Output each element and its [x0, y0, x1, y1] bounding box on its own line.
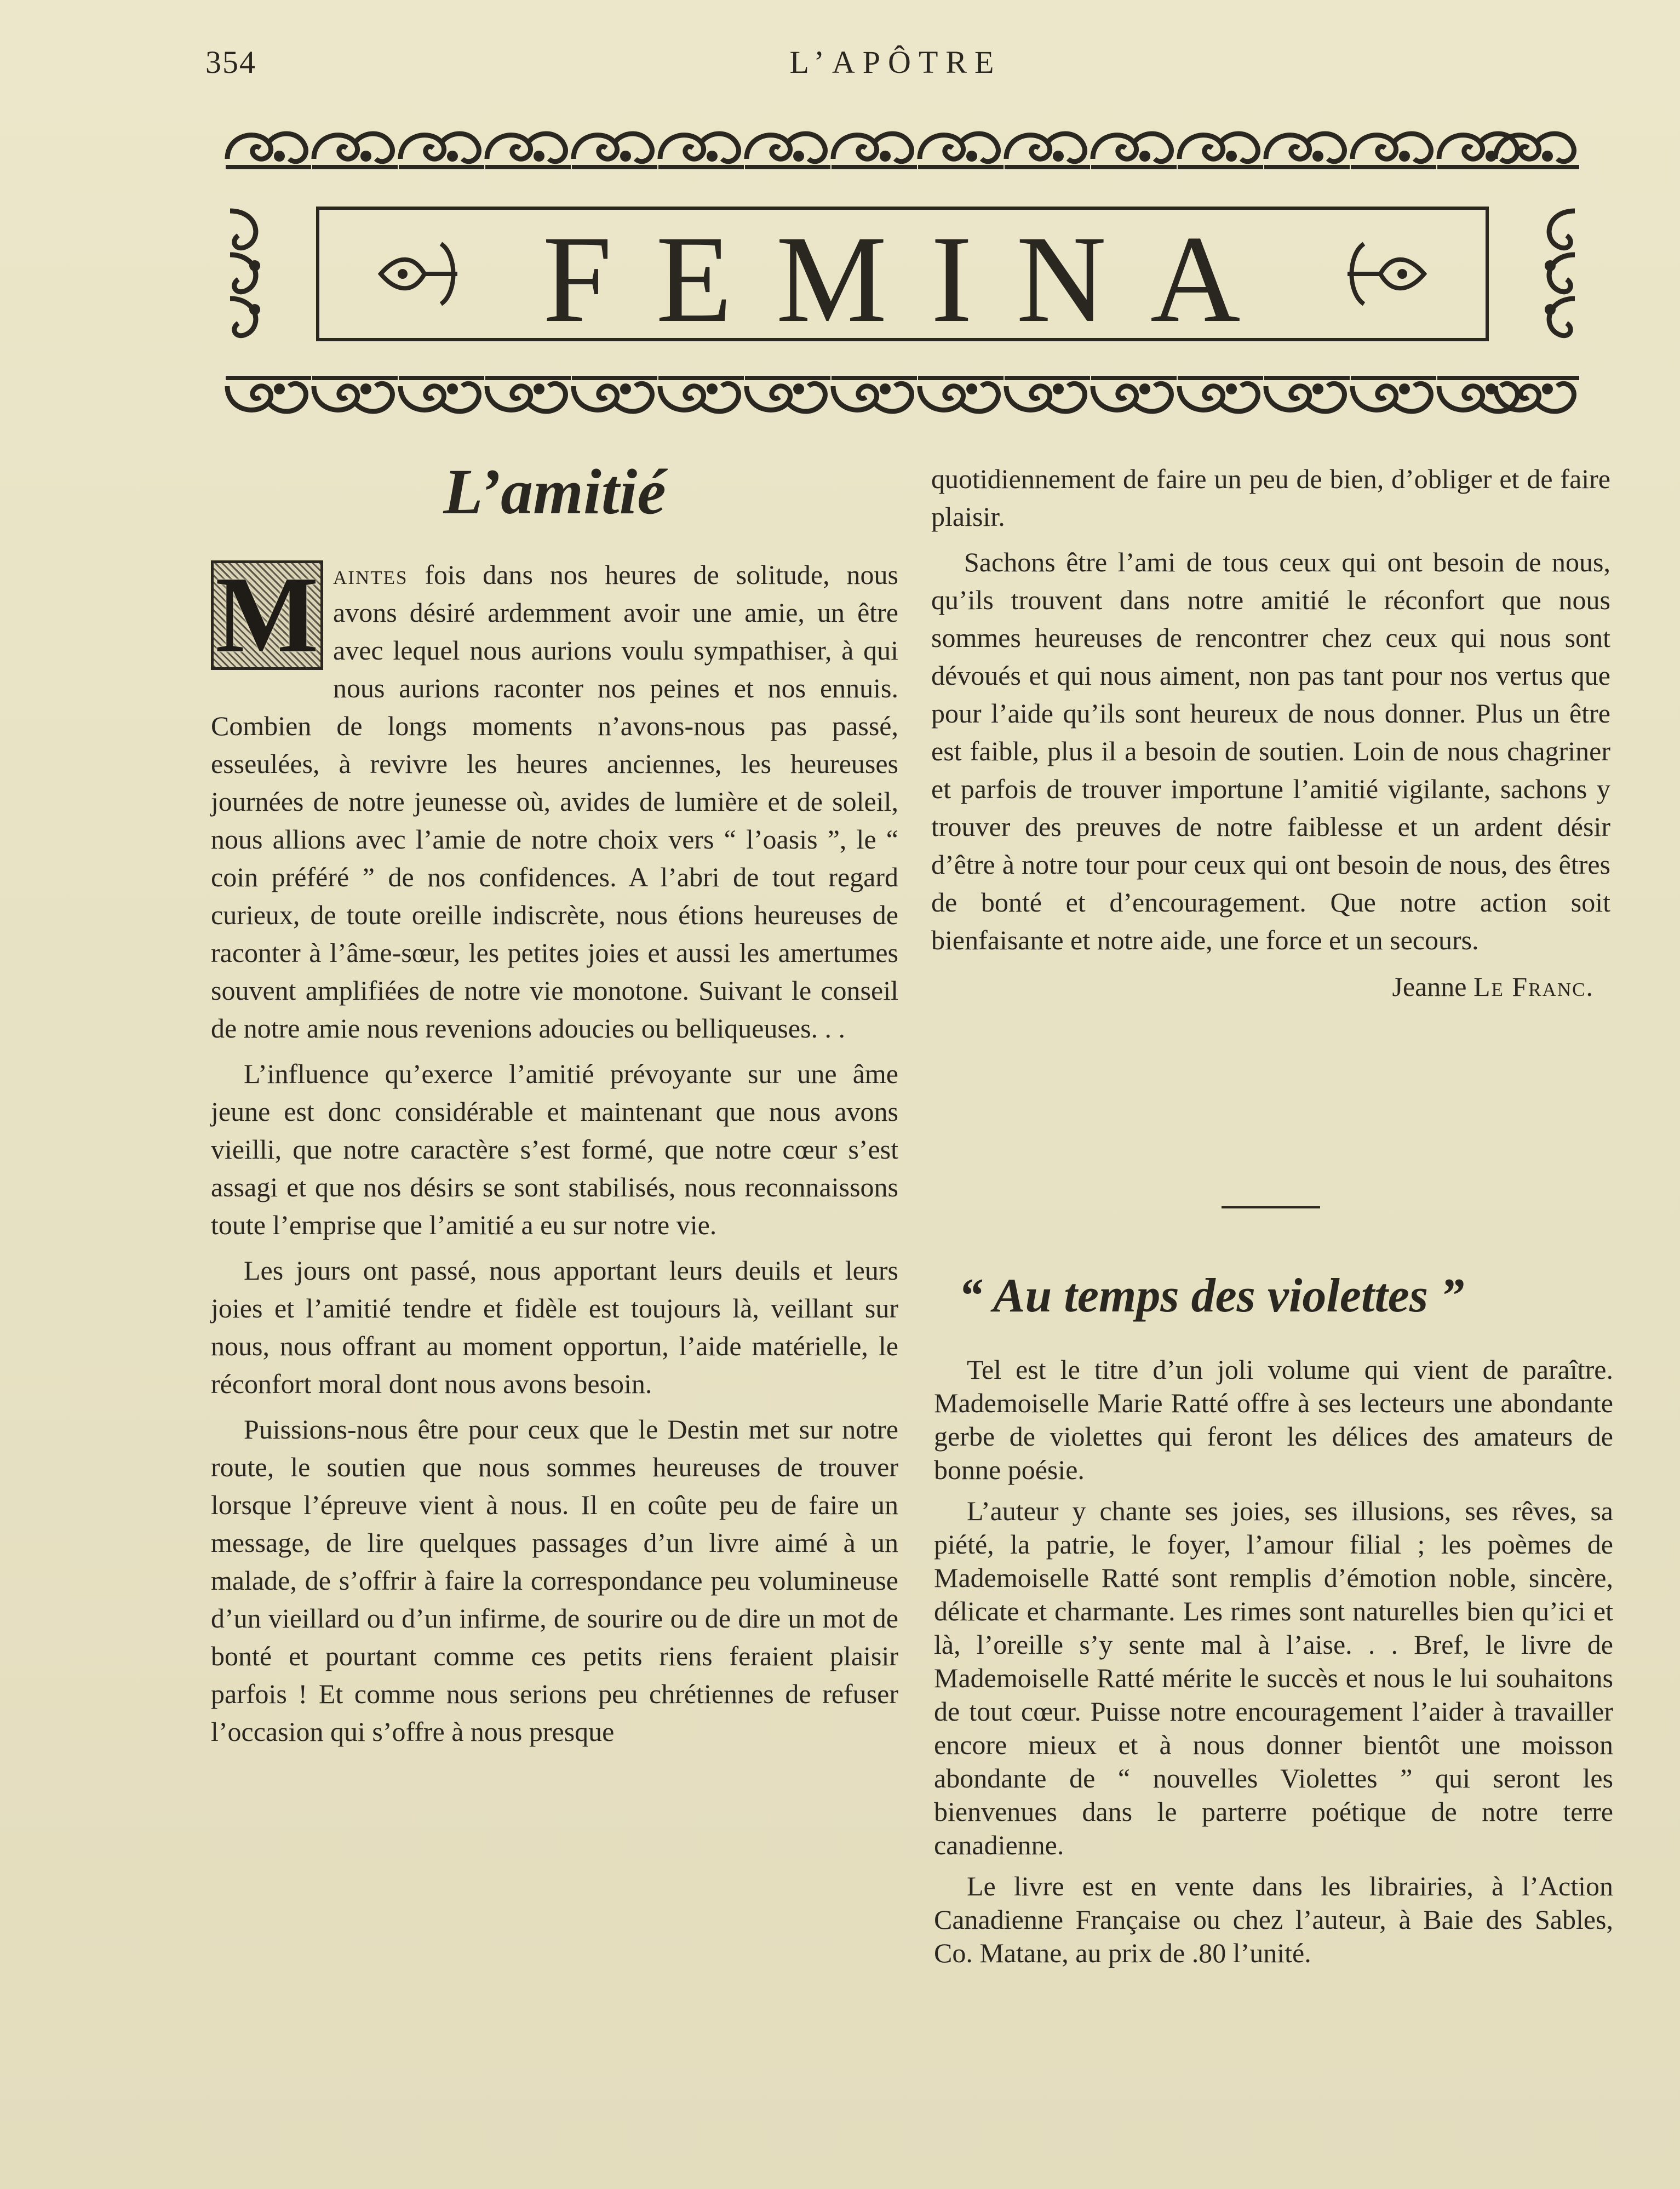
- top-scroll-row: [226, 134, 1579, 167]
- journal-title: L’APÔTRE: [789, 44, 1002, 80]
- article-paragraph: Puissions-nous être pour ceux que le Destin met sur notre route, le soutien que nous sommes heureuses de trouver lorsque l’épreuve vient à nous. Il en coûte peu de faire un message, de lire quelques passages d’un livre aimé à un malade, de s’offrir à faire la correspondance peu volumineuse d’un vieillard ou d’un infirme, de sourire ou de dire un mot de bonté et pourtant comme ces petits riens feraient plaisir parfois ! Et comme nous serions peu chrétiennes de refuser l’occasion qui s’offre à nous presque: [211, 1414, 898, 1747]
- right-column-top: [931, 460, 1610, 1006]
- article-paragraph: L’auteur y chante ses joies, ses illusions, ses rêves, sa piété, la patrie, le foyer, l’amour filial ; les poèmes de Mademoiselle Ratté sont remplis d’émotion noble, sincère, délicate et charmante. Les rimes sont naturelles bien qu’ici et là, l’oreille s’y sente mal à l’aise. . . Bref, le livre de Mademoiselle Ratté mérite le succès et nous le lui souhaitons de tout cœur. Puisse notre encouragement l’aider à travailler encore mieux et à nous donner bientôt une moisson abondante de “ nouvelles Violettes ” qui seront les bienvenues dans le parterre poétique de notre terre canadienne.: [934, 1495, 1613, 1860]
- page-number: 354: [205, 44, 256, 80]
- running-header: [205, 44, 1586, 88]
- right-column-bottom: [934, 1353, 1613, 1970]
- article-paragraph: Le livre est en vente dans les librairies, à l’Action Canadienne Française ou chez l’auteur, à Baie des Sables, Co. Matane, au prix de .80 l’unité.: [934, 1871, 1613, 1968]
- bottom-scroll-row: [226, 378, 1579, 411]
- author-first-name: Jeanne: [1392, 971, 1474, 1002]
- section-divider: [1222, 1206, 1320, 1208]
- author-signature: [931, 968, 1610, 1006]
- article-paragraph-continued: quotidiennement de faire un peu de bien, d’obliger et de faire plaisir.: [931, 463, 1610, 532]
- femina-masthead: [225, 123, 1580, 425]
- article-paragraph: [211, 556, 898, 1047]
- dropcap-letter: M: [215, 554, 319, 675]
- article-paragraph: Tel est le titre d’un joli volume qui vient de paraître. Mademoiselle Marie Ratté offre à ses lecteurs une abondante gerbe de violettes qui feront les délices des amateurs de bonne poésie.: [934, 1354, 1613, 1485]
- dropcap-ornament: [211, 554, 323, 675]
- article-title-violettes: “ Au temps des violettes ”: [959, 1269, 1465, 1322]
- section-title: FEMINA: [542, 210, 1285, 348]
- article-paragraph: Sachons être l’ami de tous ceux qui ont besoin de nous, qu’ils trouvent dans notre amitié le réconfort que nous sommes heureuses de rencontrer chez ceux qui nous sont dévoués et qui nous aiment, non pas tant pour nos vertus que pour l’aide qu’ils sont heureux de nous donner. Plus un être est faible, plus il a besoin de soutien. Loin de nous chagriner et parfois de trouver importune l’amitié vigilante, sachons y trouver des preuves de notre faiblesse et un ardent désir d’être à notre tour pour ceux qui ont besoin de nous, des êtres de bonté et d’encouragement. Que notre action soit bienfaisante et notre aide, une force et un secours.: [931, 547, 1610, 955]
- article-paragraph: L’influence qu’exerce l’amitié prévoyante sur une âme jeune est donc considérable et maintenant que nous avons vieilli, que notre caractère s’est formé, que notre cœur s’est assagi et que nos désirs se sont stabilisés, nous reconnaissons toute l’emprise que l’amitié a eu sur notre vie.: [211, 1058, 898, 1240]
- lead-word: aintes: [333, 559, 408, 590]
- article-title-amitie: L’amitié: [443, 456, 666, 528]
- lead-text: fois dans nos heures de solitude, nous avons désiré ardemment avoir une amie, un être avec lequel nous aurions voulu sympathiser, à qui nous aurions raconter nos peines et nos ennuis. Combien de longs moments n’avons-nous pas passé, esseulées, à revivre les heures anciennes, les heureuses journées de notre jeunesse où, avides de lumière et de soleil, nous allions avec l’amie de notre choix vers “ l’oasis ”, le “ coin préféré ” de nos confidences. A l’abri de tout regard curieux, de toute oreille indiscrète, nous étions heureuses de raconter à l’âme-sœur, les petites joies et aussi les amertumes souvent amplifiées de notre vie monotone. Suivant le conseil de notre amie nous revenions adoucies ou belliqueuses. . .: [211, 559, 898, 1044]
- article-paragraph: Les jours ont passé, nous apportant leurs deuils et leurs joies et l’amitié tendre et fidèle est toujours là, veillant sur nous, nous offrant au moment opportun, l’aide matérielle, le réconfort moral dont nous avons besoin.: [211, 1255, 898, 1399]
- left-column: [211, 556, 898, 1751]
- author-last-name: Le Franc.: [1473, 971, 1594, 1002]
